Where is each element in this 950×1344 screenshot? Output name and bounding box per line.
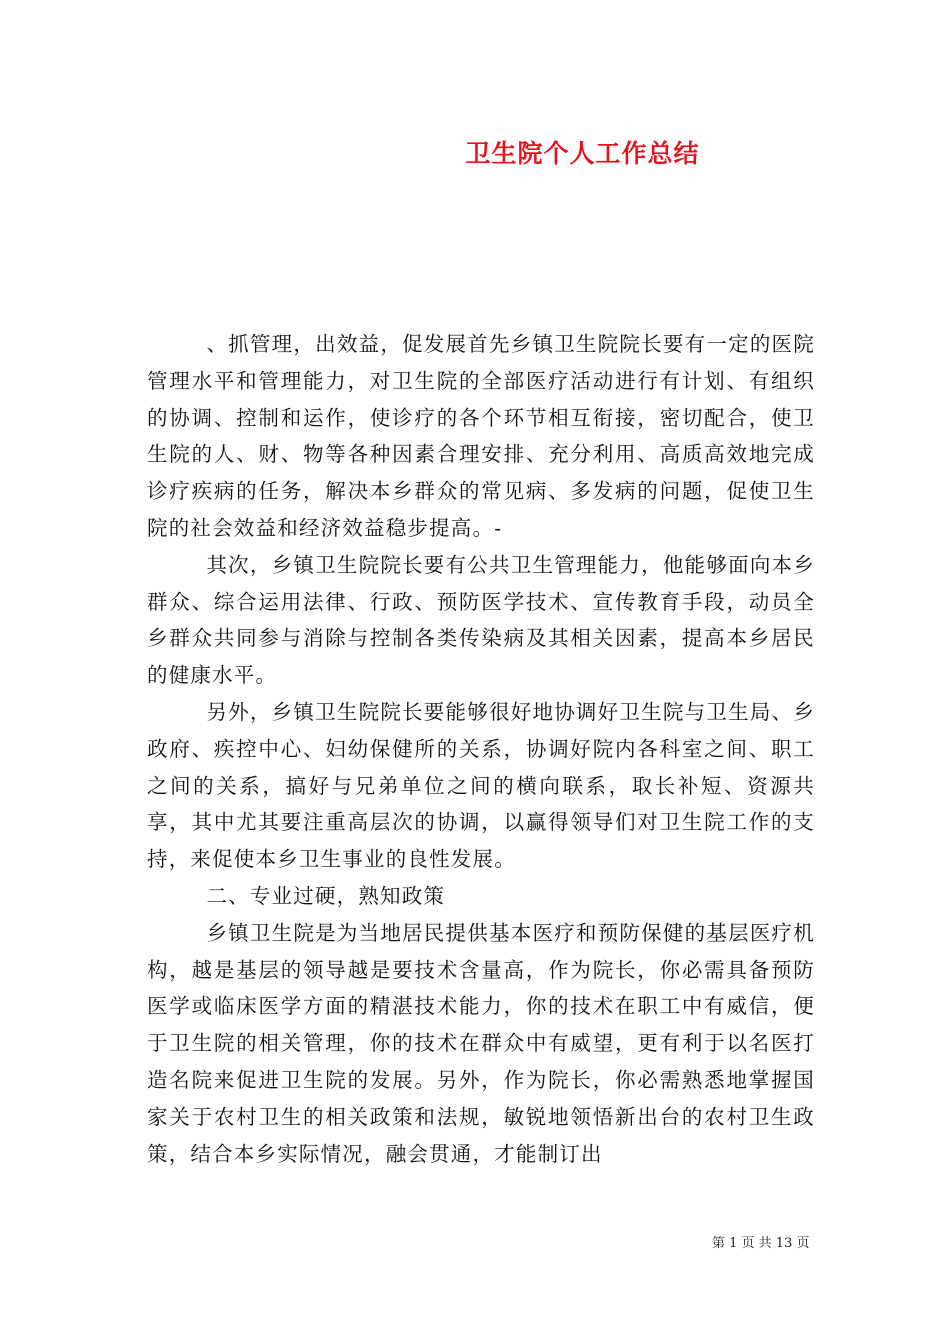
section-heading: 二、专业过硬，熟知政策 — [206, 883, 446, 908]
paragraph: 其次，乡镇卫生院院长要有公共卫生管理能力，他能够面向本乡群众、综合运用法律、行政、预防医学技术、宣传教育手段，动员全乡群众共同参与消除与控制各类传染病及其相关因素，提高本乡居民的健康水平。 — [147, 552, 815, 688]
paragraph: 乡镇卫生院是为当地居民提供基本医疗和预防保健的基层医疗机构，越是基层的领导越是要技术含量高，作为院长，你必需具备预防医学或临床医学方面的精湛技术能力，你的技术在职工中有威信，便于卫生院的相关管理，你的技术在群众中有威望，更有利于以名医打造名院来促进卫生院的发展。另外，作为院长，你必需熟悉地掌握国家关于农村卫生的相关政策和法规，敏锐地领悟新出台的农村卫生政策，结合本乡实际情况，融会贯通，才能制订出 — [147, 920, 815, 1166]
document-title: 卫生院个人工作总结 — [465, 139, 700, 168]
paragraph: 另外，乡镇卫生院院长要能够很好地协调好卫生院与卫生局、乡政府、疾控中心、妇幼保健所的关系，协调好院内各科室之间、职工之间的关系，搞好与兄弟单位之间的横向联系，取长补短、资源共享，其中尤其要注重高层次的协调，以赢得领导们对卫生院工作的支持，来促使本乡卫生事业的良性发展。 — [147, 699, 815, 872]
page-number-footer: 第 1 页 共 13 页 — [712, 1236, 810, 1251]
paragraph: 、抓管理，出效益，促发展首先乡镇卫生院院长要有一定的医院管理水平和管理能力，对卫生院的全部医疗活动进行有计划、有组织的协调、控制和运作，使诊疗的各个环节相互衔接，密切配合，使卫生院的人、财、物等各种因素合理安排、充分利用、高质高效地完成诊疗疾病的任务，解决本乡群众的常见病、多发病的问题，促使卫生院的社会效益和经济效益稳步提高。- — [147, 332, 815, 540]
document-body — [147, 326, 815, 1172]
